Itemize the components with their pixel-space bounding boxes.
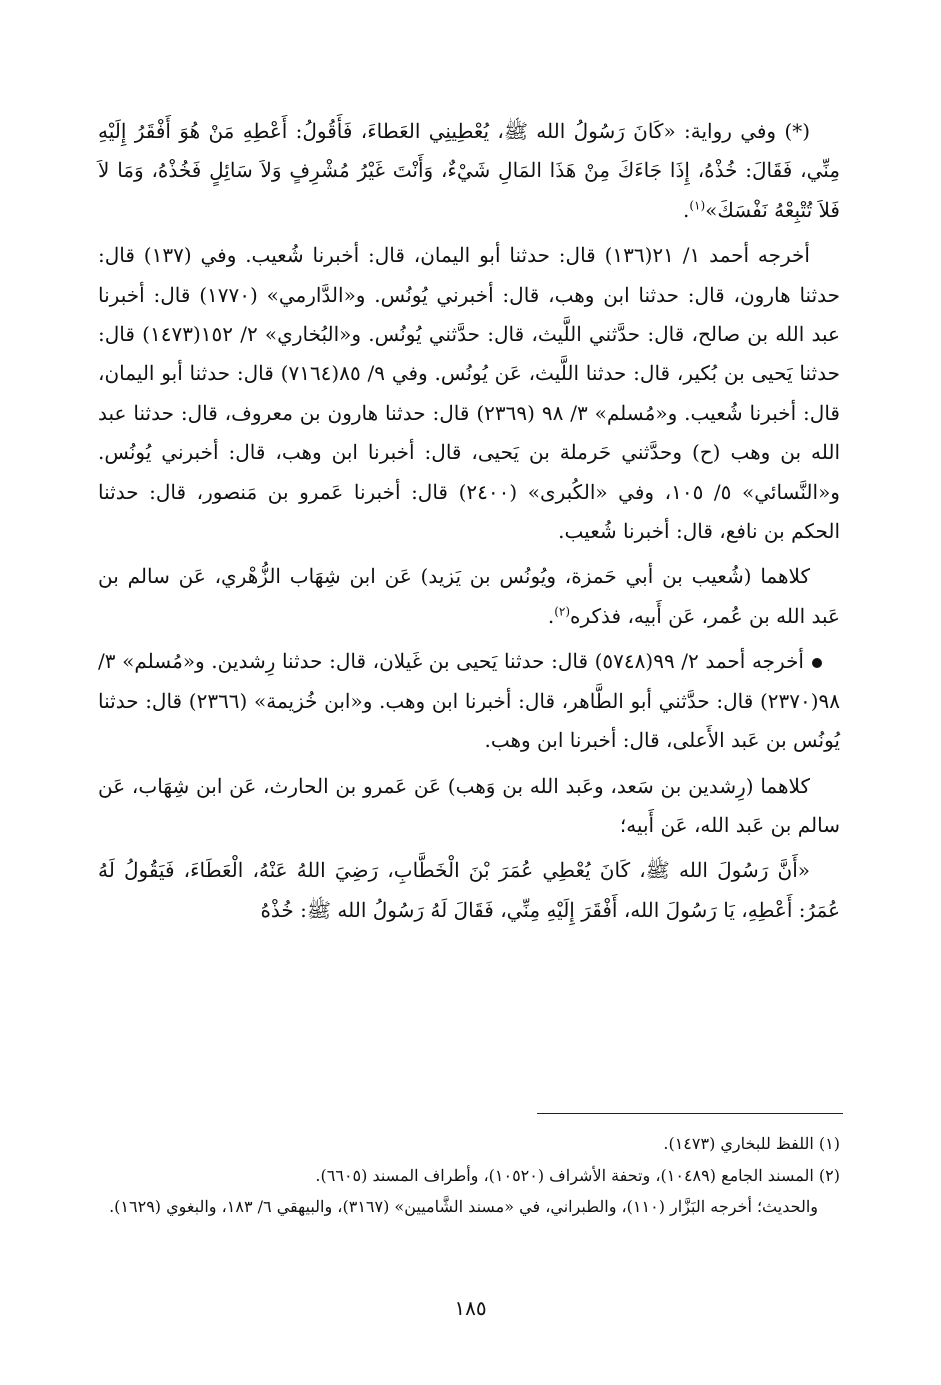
paragraph-isnad-1: كلاهما (شُعيب بن أبي حَمزة، ويُونُس بن يَزيد) عَن ابن شِهَاب الزُّهْري، عَن سالم بن عَبد الله بن عُمر، عَن أَبيه، فذكره$^{(٢)}$. [98,564,840,628]
paragraph-hadith-text: «أَنَّ رَسُولَ الله ﷺ، كَانَ يُعْطِي عُمَرَ بْنَ الْخَطَّابِ، رَضِيَ اللهُ عَنْهُ، الْعَطَاءَ، فَيَقُولُ لَهُ عُمَرُ: أَعْطِهِ، يَا رَسُولَ الله، أَفْقَرَ إِلَيْهِ مِنِّي، فَقَالَ لَهُ رَسُولُ الله ﷺ: خُذْهُ [98,858,840,922]
footnote-2: (٢) المسند الجامع (١٠٤٨٩)، وتحفة الأشراف (١٠٥٢٠)، وأطراف المسند (٦٦٠٥). [315,1165,840,1185]
isnad-1-text: كلاهما (شُعيب بن أبي حَمزة، ويُونُس بن يَزيد) عَن ابن شِهَاب الزُّهْري، عَن سالم بن عَبد الله بن عُمر، عَن أَبيه، فذكره [98,564,840,628]
page-number: ١٨٥ [454,1296,487,1320]
footnote-divider [537,1113,843,1114]
paragraph-takhrij-1: أخرجه أحمد ١/ ٢١(١٣٦) قال: حدثنا أبو اليمان، قال: أخبرنا شُعيب. وفي (١٣٧) قال: حدثنا هارون، قال: حدثنا ابن وهب، قال: أخبرني يُونُس. و«الدَّارمي» (١٧٧٠) قال: أخبرنا عبد الله بن صالح، قال: حدَّثني اللَّيث، قال: حدَّثني يُونُس. و«البُخاري» ٢/ ١٥٢(١٤٧٣) قال: حدثنا يَحيى بن بُكير، قال: حدثنا اللَّيث، عَن يُونُس. وفي ٩/ ٨٥(٧١٦٤) قال: حدثنا أبو اليمان، قال: أخبرنا شُعيب. و«مُسلم» ٣/ ٩٨ (٢٣٦٩) قال: حدثنا هارون بن معروف، قال: حدثنا عبد الله بن وهب (ح) وحدَّثني حَرملة بن يَحيى، قال: أخبرنا ابن وهب، قال: أخبرني يُونُس. و«النَّسائي» ٥/ ١٠٥، وفي «الكُبرى» (٢٤٠٠) قال: أخبرنا عَمرو بن مَنصور، قال: حدثنا الحكم بن نافع، قال: أخبرنا شُعيب. [98,243,840,544]
paragraph-variant-narration: (*) وفي رواية: «كَانَ رَسُولُ الله ﷺ، يُعْطِينِي العَطاءَ، فَأَقُولُ: أَعْطِهِ مَنْ هُوَ أَفْقَرُ إِلَيْهِ مِنِّي، فَقَالَ: خُذْهُ، إِذَا جَاءَكَ مِنْ هَذَا المَالِ شَيْءٌ، وَأَنْتَ غَيْرُ مُشْرِفٍ وَلاَ سَائِلٍ فَخُذْهُ، وَمَا لاَ فَلاَ تُتْبِعْهُ نَفْسَكَ»$^{(١)}$. [98,119,840,222]
bullet-icon [812,658,822,668]
footnote-ref-2[interactable]: (٢) [554,604,571,619]
takhrij-2-text: أخرجه أحمد ٢/ ٩٩(٥٧٤٨) قال: حدثنا يَحيى بن غَيلان، قال: حدثنا رِشدين. و«مُسلم» ٣/ ٩٨(٢٣٧٠) قال: حدَّثني أبو الطَّاهر، قال: أخبرنا ابن وهب. و«ابن خُزيمة» (٢٣٦٦) قال: حدثنا يُونُس بن عَبد الأَعلى، قال: أخبرنا ابن وهب. [98,649,841,753]
main-text [98,112,840,936]
footnote-ref-1[interactable]: (١) [689,198,706,213]
paragraph-isnad-2: كلاهما (رِشدين بن سَعد، وعَبد الله بن وَهب) عَن عَمرو بن الحارث، عَن ابن شِهَاب، عَن سالم بن عَبد الله، عَن أَبيه؛ [98,773,840,837]
footnote-1: (١) اللفظ للبخاري (١٤٧٣). [663,1134,840,1153]
paragraph-takhrij-2 [98,642,840,760]
footnotes [98,1128,840,1223]
variant-narration-text: (*) وفي رواية: «كَانَ رَسُولُ الله ﷺ، يُعْطِينِي العَطاءَ، فَأَقُولُ: أَعْطِهِ مَنْ هُوَ أَفْقَرُ إِلَيْهِ مِنِّي، فَقَالَ: خُذْهُ، إِذَا جَاءَكَ مِنْ هَذَا المَالِ شَيْءٌ، وَأَنْتَ غَيْرُ مُشْرِفٍ وَلاَ سَائِلٍ فَخُذْهُ، وَمَا لاَ فَلاَ تُتْبِعْهُ نَفْسَكَ» [98,119,840,222]
footnote-2-continuation: والحديث؛ أخرجه البَزَّار (١١٠)، والطبراني، في «مسند الشَّاميين» (٣١٦٧)، والبيهقي ٦/ ١٨٣، والبغوي (١٦٢٩). [109,1197,818,1217]
